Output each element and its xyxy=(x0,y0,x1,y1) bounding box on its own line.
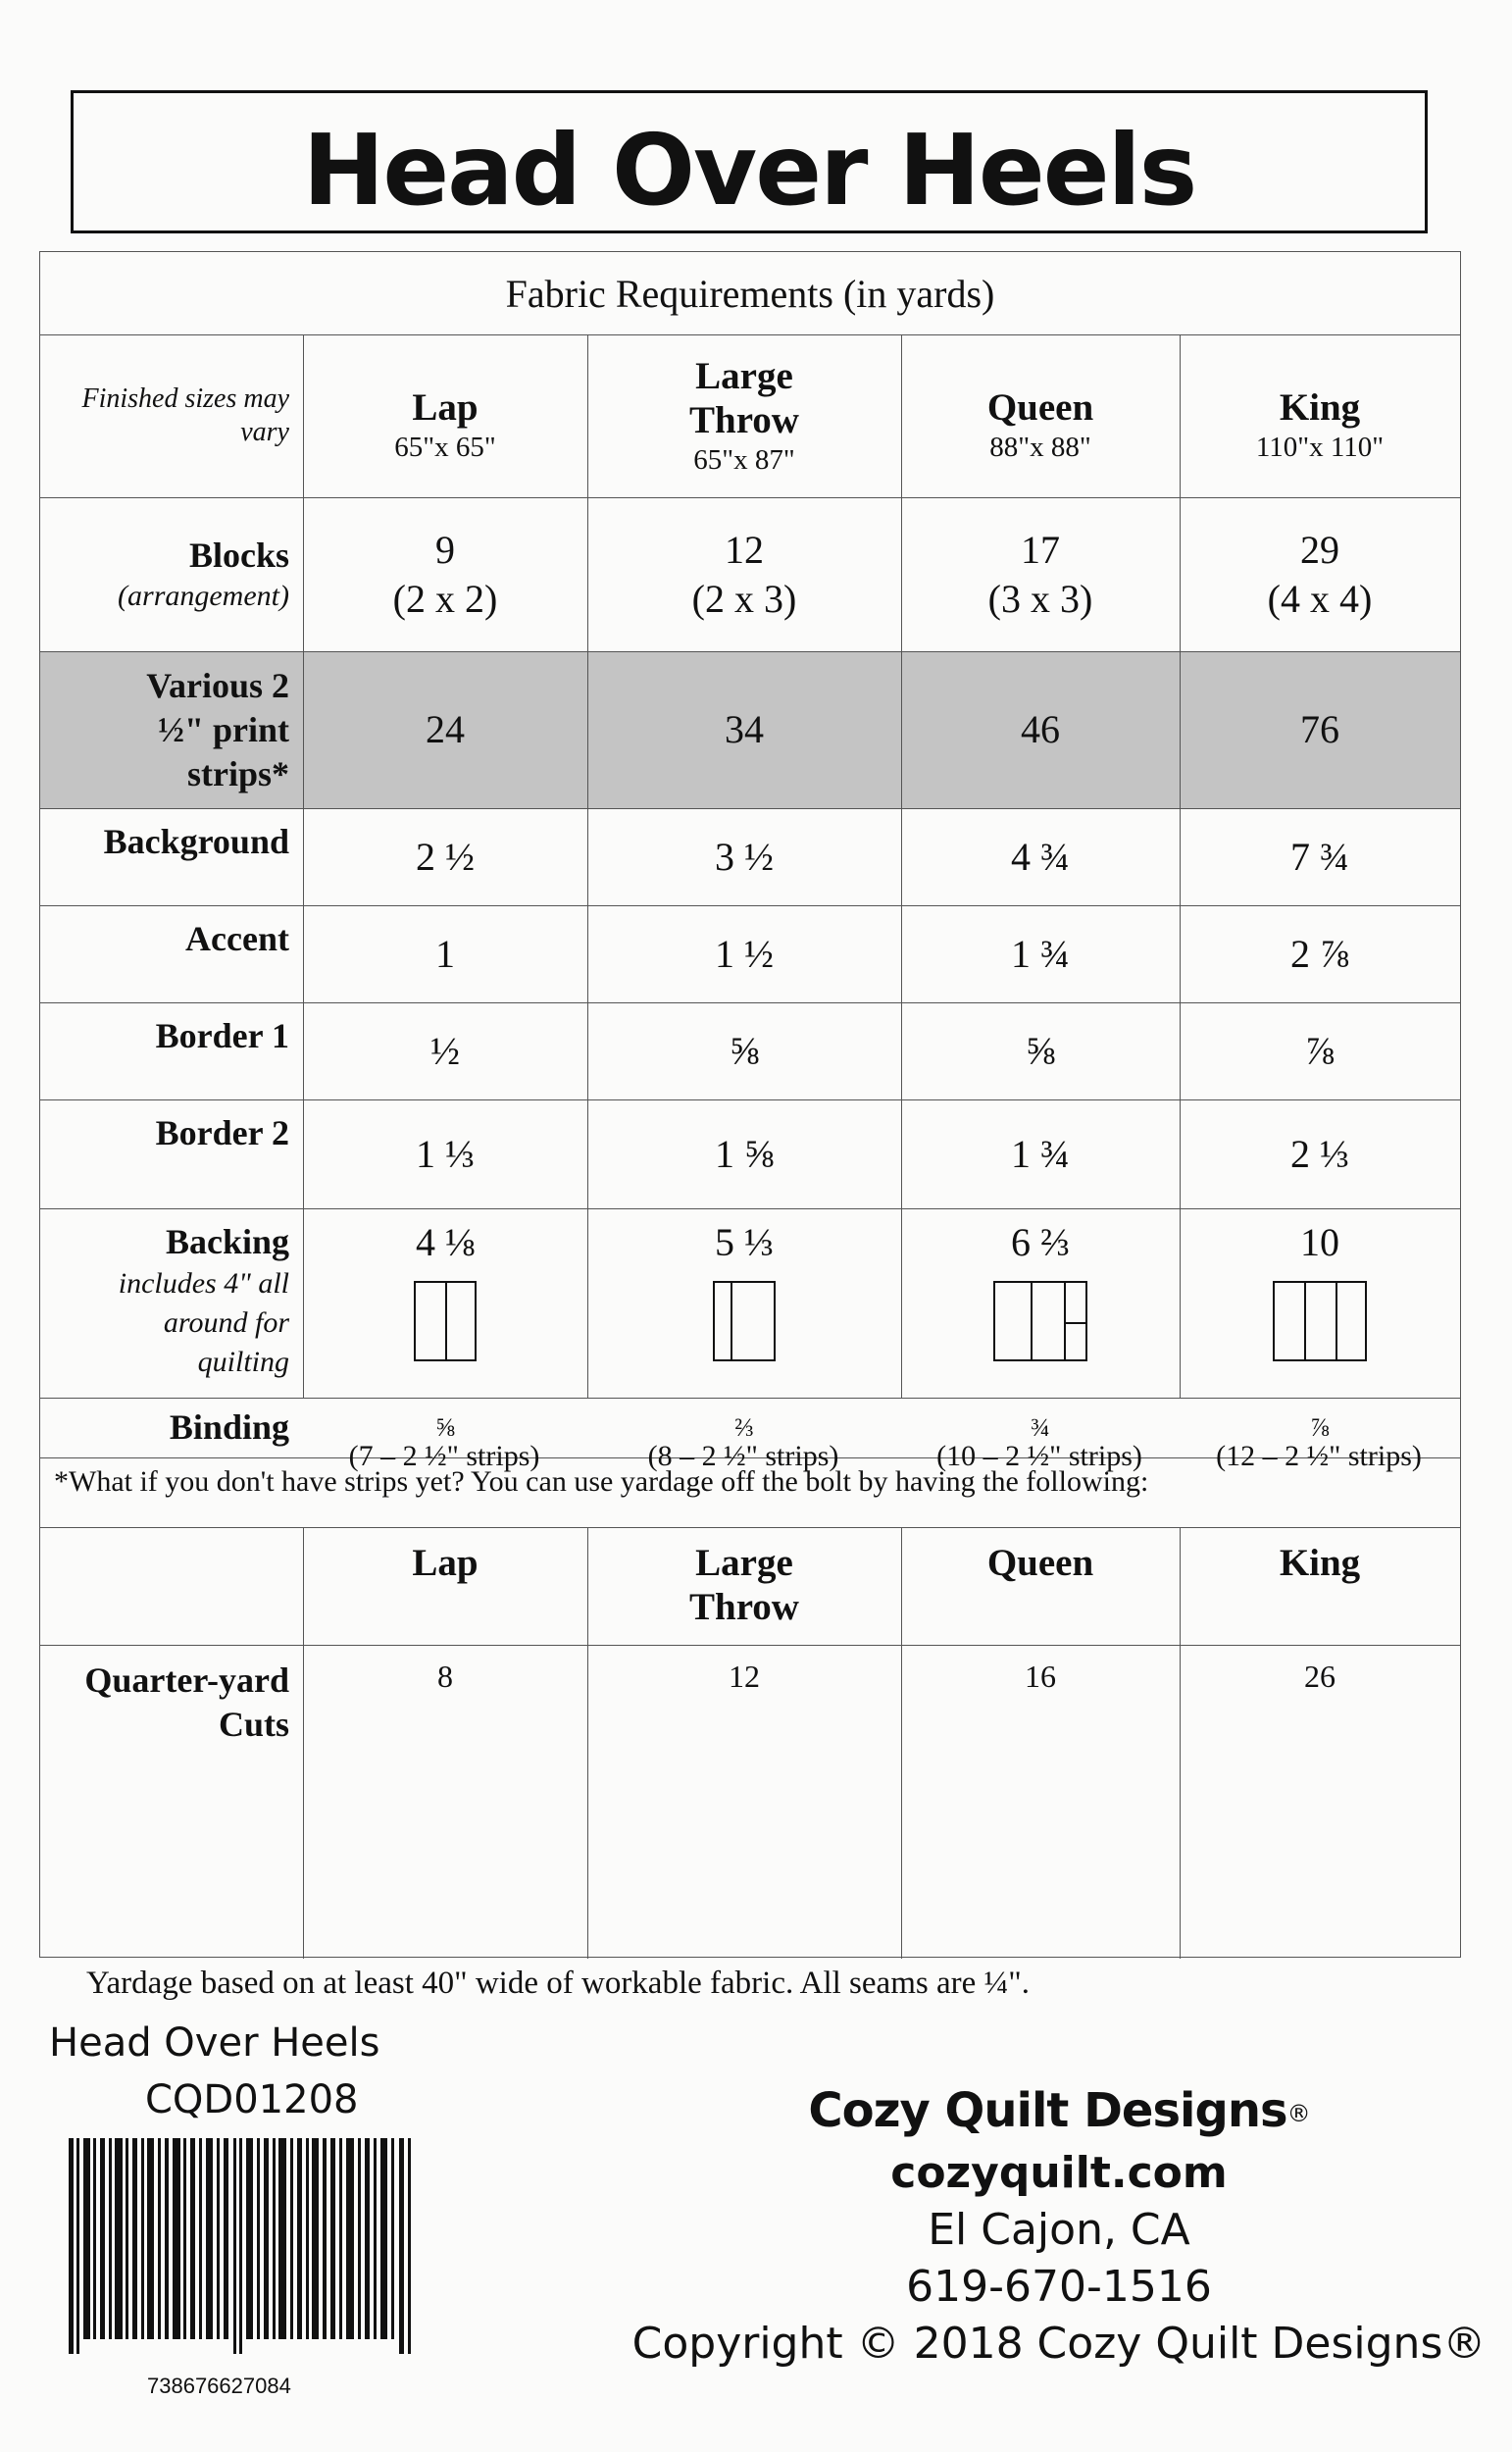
yardage: 5 ⅓ xyxy=(715,1220,774,1264)
yardage: 1 ½ xyxy=(715,931,774,976)
border1-large-throw xyxy=(587,1002,901,1099)
accent-large-throw xyxy=(587,905,901,1002)
border2-king xyxy=(1180,1099,1460,1208)
yardage: 1 ⅓ xyxy=(416,1131,475,1176)
binding-strips: (10 – 2 ½" strips) xyxy=(936,1440,1142,1472)
size-dims: 88"x 88" xyxy=(989,431,1091,463)
border1-label-cell xyxy=(40,1002,303,1099)
publisher-website[interactable]: cozyquilt.com xyxy=(890,2148,1228,2198)
yardage: ⅞ xyxy=(1305,1028,1335,1073)
strip-count: 34 xyxy=(725,707,764,751)
product-code: CQD01208 xyxy=(145,2077,359,2122)
quarter-yard-queen xyxy=(901,1645,1180,1761)
binding-strips: (8 – 2 ½" strips) xyxy=(647,1440,839,1472)
size-name: King xyxy=(1279,385,1361,429)
accent-label-cell xyxy=(40,905,303,1002)
copyright-notice: Copyright © 2018 Cozy Quilt Designs® xyxy=(631,2319,1487,2369)
size-name: Queen xyxy=(986,1542,1094,1584)
header-lap xyxy=(303,334,587,497)
block-arrangement: (3 x 3) xyxy=(987,576,1093,621)
quarter-yard-large-throw xyxy=(587,1645,901,1761)
yardage: 1 ¾ xyxy=(1011,1131,1070,1176)
quarter-yard-label-cell xyxy=(40,1645,303,1761)
strips-label: Various 2 ½" print strips* xyxy=(146,665,289,793)
block-arrangement: (2 x 2) xyxy=(392,576,498,621)
alt-header-king xyxy=(1180,1527,1460,1645)
barcode-number: 738676627084 xyxy=(147,2374,291,2398)
size-name: Queen xyxy=(986,385,1094,429)
blocks-lap xyxy=(303,497,587,651)
strips-queen xyxy=(901,651,1180,808)
border1-lap xyxy=(303,1002,587,1099)
accent-label: Accent xyxy=(185,919,289,958)
company-name: Cozy Quilt Designs xyxy=(808,2083,1287,2138)
alt-header-lap xyxy=(303,1527,587,1645)
blocks-label-cell xyxy=(40,497,303,651)
header-note xyxy=(40,334,303,497)
backing-label: Backing xyxy=(165,1222,289,1261)
border2-label-cell xyxy=(40,1099,303,1208)
border2-label: Border 2 xyxy=(155,1113,289,1152)
yardage: ⅝ xyxy=(730,1028,759,1073)
size-name: Lap xyxy=(412,385,479,429)
strips-label-cell xyxy=(40,651,303,808)
header-king xyxy=(1180,334,1460,497)
yardage: 1 xyxy=(435,931,455,976)
blocks-label: Blocks xyxy=(188,536,289,575)
border2-lap xyxy=(303,1099,587,1208)
cut-count: 16 xyxy=(1025,1659,1056,1694)
yardage: 4 ⅛ xyxy=(416,1220,475,1264)
yardage: 2 ½ xyxy=(416,834,475,879)
block-count: 12 xyxy=(725,527,764,572)
binding-yardage: ¾ xyxy=(1031,1412,1050,1442)
yardage: ⅝ xyxy=(1026,1028,1055,1073)
yardage-note: Yardage based on at least 40" wide of workable fabric. All seams are ¼". xyxy=(86,1966,1030,2001)
binding-yardage: ⅔ xyxy=(734,1412,754,1442)
border1-king xyxy=(1180,1002,1460,1099)
binding-yardage: ⅞ xyxy=(1310,1412,1330,1442)
backing-lap xyxy=(303,1208,587,1398)
strip-count: 76 xyxy=(1300,707,1339,751)
yardage: 4 ¾ xyxy=(1011,834,1070,879)
binding-yardage: ⅝ xyxy=(435,1412,455,1442)
cut-count: 8 xyxy=(437,1659,453,1694)
border2-large-throw xyxy=(587,1099,901,1208)
block-count: 29 xyxy=(1300,527,1339,572)
quarter-yard-king xyxy=(1180,1645,1460,1761)
background-queen xyxy=(901,808,1180,905)
yardage: ½ xyxy=(430,1028,460,1073)
table-title-text: Fabric Requirements (in yards) xyxy=(505,271,995,316)
yardage: 7 ¾ xyxy=(1290,834,1349,879)
accent-lap xyxy=(303,905,587,1002)
binding-strips: (7 – 2 ½" strips) xyxy=(348,1440,540,1472)
strips-king xyxy=(1180,651,1460,808)
barcode xyxy=(65,2138,424,2370)
background-king xyxy=(1180,808,1460,905)
accent-queen xyxy=(901,905,1180,1002)
background-large-throw xyxy=(587,808,901,905)
binding-label: Binding xyxy=(169,1407,289,1447)
background-lap xyxy=(303,808,587,905)
block-arrangement: (4 x 4) xyxy=(1267,576,1373,621)
backing-queen xyxy=(901,1208,1180,1398)
page-title: Head Over Heels xyxy=(302,112,1196,228)
fabric-requirements-table xyxy=(39,251,1461,1958)
publisher-phone: 619-670-1516 xyxy=(906,2262,1212,2312)
two-panel-backing-icon xyxy=(414,1281,477,1361)
size-dims: 65"x 87" xyxy=(693,444,795,476)
footnote-text: *What if you don't have strips yet? You can use yardage off the bolt by having the following: xyxy=(54,1465,1149,1498)
table-title xyxy=(40,252,1460,334)
header-large-throw xyxy=(587,334,901,497)
strip-count: 24 xyxy=(426,707,465,751)
background-label-cell xyxy=(40,808,303,905)
finished-size-note: Finished sizes may vary xyxy=(81,383,289,447)
accent-king xyxy=(1180,905,1460,1002)
yardage: 1 ¾ xyxy=(1011,931,1070,976)
two-panel-backing-icon xyxy=(713,1281,776,1361)
border2-queen xyxy=(901,1099,1180,1208)
yardage: 3 ½ xyxy=(715,834,774,879)
size-name: Large Throw xyxy=(689,355,799,441)
header-queen xyxy=(901,334,1180,497)
block-arrangement: (2 x 3) xyxy=(691,576,797,621)
publisher-location: El Cajon, CA xyxy=(928,2205,1190,2255)
binding-strips: (12 – 2 ½" strips) xyxy=(1216,1440,1422,1472)
blocks-sublabel: (arrangement) xyxy=(118,580,289,612)
strips-large-throw xyxy=(587,651,901,808)
background-label: Background xyxy=(103,822,289,861)
strips-lap xyxy=(303,651,587,808)
size-name: Large Throw xyxy=(689,1542,799,1628)
yardage: 1 ⅝ xyxy=(715,1131,774,1176)
block-count: 9 xyxy=(435,527,455,572)
binding-strips-row xyxy=(302,1440,1459,1508)
three-panel-backing-icon xyxy=(1273,1281,1367,1361)
border1-label: Border 1 xyxy=(155,1016,289,1055)
registered-mark: ® xyxy=(1286,2100,1310,2127)
yardage: 2 ⅓ xyxy=(1290,1131,1349,1176)
quarter-yard-label: Quarter-yard Cuts xyxy=(84,1660,289,1744)
block-count: 17 xyxy=(1021,527,1060,572)
alt-header-large-throw xyxy=(587,1527,901,1645)
backing-king xyxy=(1180,1208,1460,1398)
size-name: King xyxy=(1279,1542,1361,1584)
cut-count: 26 xyxy=(1304,1659,1336,1694)
yardage: 6 ⅔ xyxy=(1011,1220,1070,1264)
barcode-bars xyxy=(69,2138,411,2354)
border1-queen xyxy=(901,1002,1180,1099)
binding-label-cell xyxy=(40,1398,303,1457)
blocks-king xyxy=(1180,497,1460,651)
size-dims: 65"x 65" xyxy=(394,431,496,463)
publisher-name xyxy=(804,2083,1314,2138)
strip-count: 46 xyxy=(1021,707,1060,751)
blocks-queen xyxy=(901,497,1180,651)
cut-count: 12 xyxy=(729,1659,760,1694)
backing-label-cell xyxy=(40,1208,303,1398)
blocks-large-throw xyxy=(587,497,901,651)
yardage: 2 ⅞ xyxy=(1290,931,1349,976)
split-panel-backing-icon xyxy=(993,1281,1087,1361)
alt-header-queen xyxy=(901,1527,1180,1645)
backing-sublabel: includes 4" all around for quilting xyxy=(118,1267,289,1378)
size-dims: 110"x 110" xyxy=(1255,431,1385,463)
quarter-yard-lap xyxy=(303,1645,587,1761)
yardage: 10 xyxy=(1300,1220,1339,1264)
product-name: Head Over Heels xyxy=(49,2020,380,2066)
size-name: Lap xyxy=(412,1542,479,1584)
backing-large-throw xyxy=(587,1208,901,1398)
title-box xyxy=(71,90,1428,233)
